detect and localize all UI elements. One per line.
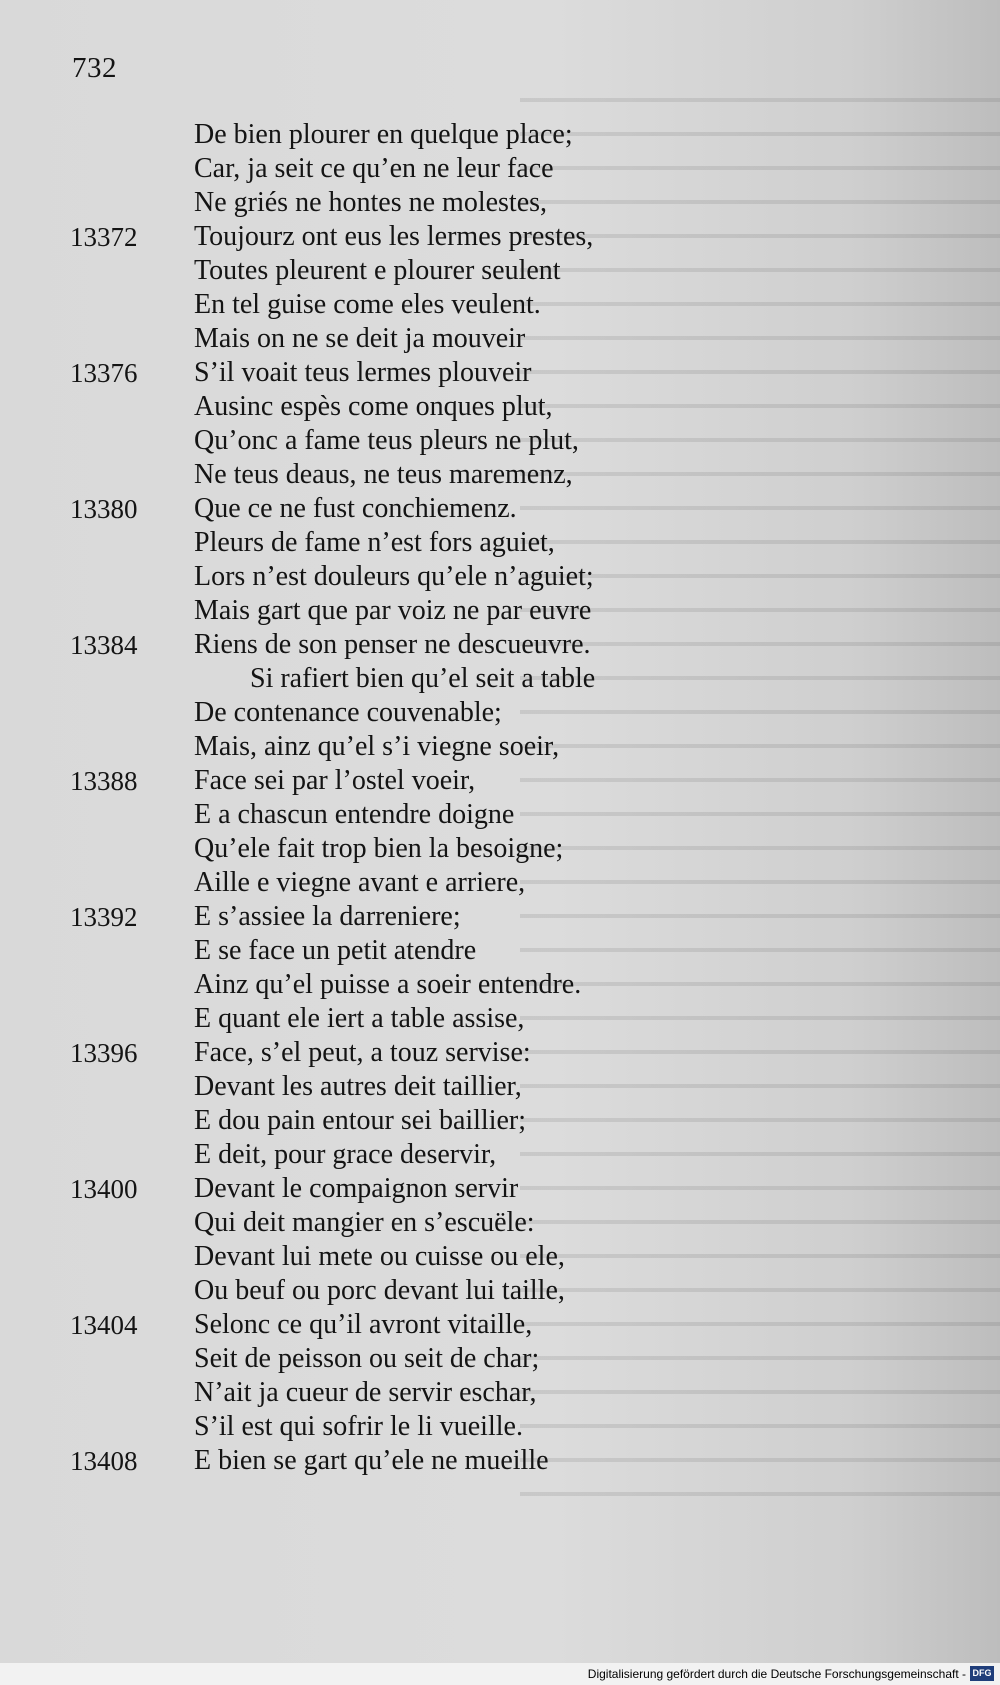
verse-line bbox=[0, 1172, 1000, 1206]
page-number: 732 bbox=[72, 52, 117, 84]
line-number: 13400 bbox=[70, 1174, 138, 1204]
line-number: 13384 bbox=[70, 630, 138, 660]
verse-text: Qu’ele fait trop bien la besoigne; bbox=[194, 833, 564, 864]
verse-text: Pleurs de fame n’est fors aguiet, bbox=[194, 527, 555, 558]
verse-text: Devant les autres deit taillier, bbox=[194, 1071, 522, 1102]
verse-line bbox=[0, 424, 1000, 458]
verse-text: N’ait ja cueur de servir eschar, bbox=[194, 1377, 537, 1408]
verse-text: Toutes pleurent e plourer seulent bbox=[194, 255, 561, 286]
line-number: 13392 bbox=[70, 902, 138, 932]
verse-text: Qui deit mangier en s’escuële: bbox=[194, 1207, 535, 1238]
verse-line bbox=[0, 288, 1000, 322]
verse-line bbox=[0, 118, 1000, 152]
verse-line bbox=[0, 1274, 1000, 1308]
verse-line bbox=[0, 1070, 1000, 1104]
verse-text: Face sei par l’ostel voeir, bbox=[194, 765, 476, 796]
verse-line bbox=[0, 1376, 1000, 1410]
line-number: 13396 bbox=[70, 1038, 138, 1068]
verse-line bbox=[0, 492, 1000, 526]
verse-text: De contenance couvenable; bbox=[194, 697, 502, 728]
footer-credit: Digitalisierung gefördert durch die Deutsche Forschungsgemeinschaft - bbox=[587, 1667, 966, 1681]
verse-line bbox=[0, 1002, 1000, 1036]
digitization-footer bbox=[0, 1663, 1000, 1685]
verse-text: Qu’onc a fame teus pleurs ne plut, bbox=[194, 425, 579, 456]
line-number: 13404 bbox=[70, 1310, 138, 1340]
verse-text: E deit, pour grace deservir, bbox=[194, 1139, 497, 1170]
verse-text: Seit de peisson ou seit de char; bbox=[194, 1343, 540, 1374]
verse-text: En tel guise come eles veulent. bbox=[194, 289, 541, 320]
verse-text: De bien plourer en quelque place; bbox=[194, 119, 573, 150]
verse-line bbox=[0, 390, 1000, 424]
verse-line bbox=[0, 798, 1000, 832]
verse-text: Que ce ne fust conchiemenz. bbox=[194, 493, 517, 524]
verse-line bbox=[0, 662, 1000, 696]
verse-line bbox=[0, 1444, 1000, 1478]
verse-line bbox=[0, 866, 1000, 900]
verse-line bbox=[0, 186, 1000, 220]
verse-text: Selonc ce qu’il avront vitaille, bbox=[194, 1309, 533, 1340]
verse-text: Ausinc espès come onques plut, bbox=[194, 391, 553, 422]
verse-text: Si rafiert bien qu’el seit a table bbox=[250, 663, 596, 694]
verse-text: Face, s’el peut, a touz servise: bbox=[194, 1037, 531, 1068]
verse-line bbox=[0, 1104, 1000, 1138]
verse-text: E s’assiee la darreniere; bbox=[194, 901, 461, 932]
verse-text: E a chascun entendre doigne bbox=[194, 799, 515, 830]
verse-text: Aille e viegne avant e arriere, bbox=[194, 867, 526, 898]
verse-line bbox=[0, 1138, 1000, 1172]
verse-text: E dou pain entour sei baillier; bbox=[194, 1105, 527, 1136]
verse-line bbox=[0, 526, 1000, 560]
verse-text: Ne griés ne hontes ne molestes, bbox=[194, 187, 548, 218]
verse-text: S’il est qui sofrir le li vueille. bbox=[194, 1411, 523, 1442]
verse-line bbox=[0, 1342, 1000, 1376]
verse-text: Devant le compaignon servir bbox=[194, 1173, 519, 1204]
verse-text: Mais, ainz qu’el s’i viegne soeir, bbox=[194, 731, 560, 762]
verse-text: E se face un petit atendre bbox=[194, 935, 477, 966]
line-number: 13388 bbox=[70, 766, 138, 796]
verse-text: Toujourz ont eus les lermes prestes, bbox=[194, 221, 594, 252]
verse-column bbox=[0, 118, 1000, 1478]
verse-text: S’il voait teus lermes plouveir bbox=[194, 357, 532, 388]
verse-line bbox=[0, 968, 1000, 1002]
verse-line bbox=[0, 458, 1000, 492]
verse-text: Ou beuf ou porc devant lui taille, bbox=[194, 1275, 565, 1306]
verse-text: E quant ele iert a table assise, bbox=[194, 1003, 525, 1034]
verse-line bbox=[0, 764, 1000, 798]
verse-line bbox=[0, 900, 1000, 934]
verse-text: Devant lui mete ou cuisse ou ele, bbox=[194, 1241, 565, 1272]
verse-line bbox=[0, 594, 1000, 628]
line-number: 13372 bbox=[70, 222, 138, 252]
verse-line bbox=[0, 220, 1000, 254]
line-number: 13376 bbox=[70, 358, 138, 388]
verse-line bbox=[0, 1308, 1000, 1342]
dfg-logo: DFG bbox=[970, 1666, 994, 1681]
verse-text: Riens de son penser ne descueuvre. bbox=[194, 629, 591, 660]
line-number: 13408 bbox=[70, 1446, 138, 1476]
verse-line bbox=[0, 152, 1000, 186]
verse-text: Mais on ne se deit ja mouveir bbox=[194, 323, 526, 354]
verse-line bbox=[0, 322, 1000, 356]
verse-line bbox=[0, 1206, 1000, 1240]
verse-text: Ainz qu’el puisse a soeir entendre. bbox=[194, 969, 582, 1000]
verse-line bbox=[0, 1410, 1000, 1444]
verse-text: E bien se gart qu’ele ne mueille bbox=[194, 1445, 549, 1476]
verse-line bbox=[0, 696, 1000, 730]
verse-line bbox=[0, 1240, 1000, 1274]
verse-line bbox=[0, 832, 1000, 866]
verse-line bbox=[0, 730, 1000, 764]
line-number: 13380 bbox=[70, 494, 138, 524]
verse-line bbox=[0, 628, 1000, 662]
verse-text: Car, ja seit ce qu’en ne leur face bbox=[194, 153, 554, 184]
verse-text: Mais gart que par voiz ne par euvre bbox=[194, 595, 592, 626]
verse-line bbox=[0, 560, 1000, 594]
verse-text: Ne teus deaus, ne teus maremenz, bbox=[194, 459, 573, 490]
verse-line bbox=[0, 356, 1000, 390]
verse-line bbox=[0, 254, 1000, 288]
verse-line bbox=[0, 934, 1000, 968]
verse-text: Lors n’est douleurs qu’ele n’aguiet; bbox=[194, 561, 594, 592]
verse-line bbox=[0, 1036, 1000, 1070]
